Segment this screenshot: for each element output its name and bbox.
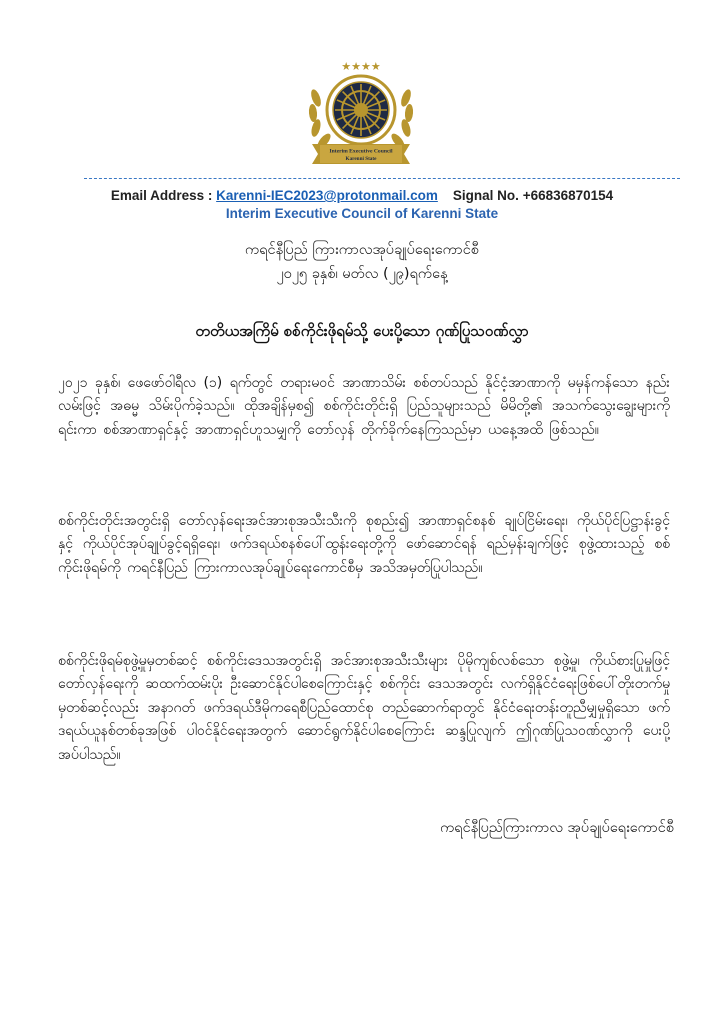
header-divider <box>84 178 680 179</box>
letterhead-date: ၂၀၂၅ ခုနှစ်၊ မတ်လ (၂၉)ရက်နေ့ <box>276 266 448 282</box>
council-emblem-logo <box>302 58 420 170</box>
svg-text:Interim Executive Council: Interim Executive Council <box>329 148 393 155</box>
svg-text:Karenni State: Karenni State <box>345 156 377 162</box>
email-link[interactable]: Karenni-IEC2023@protonmail.com <box>216 188 438 203</box>
signal-label: Signal No. <box>452 188 519 203</box>
paragraph-3: စစ်ကိုင်းဖိုရမ်စုဖွဲ့မှုမှတစ်ဆင့် စစ်ကိုင်းဒေသအတွင်းရှိ အင်အားစုအသီးသီးများ ပိုမိုကျစ်လစ်သော စုဖွဲ့မှု၊ ကိုယ်စားပြုမှုဖြင့် တော်လှန်ရေးကို ဆထက်ထမ်းပိုး ဦးဆောင်နိုင်ပါစေကြောင်းနှင့် စစ်ကိုင်း ဒေသအတွင်း လက်ရှိနိုင်ငံရေးဖြစ်ပေါ်တိုးတက်မှုမှတစ်ဆင့်လည်း အနာဂတ် ဖက်ဒရယ်ဒီမိုကရေစီပြည်ထောင်စု တည်ဆောက်ရာတွင် နိုင်ငံရေးတန်းတူညီမျှမှုရှိသော ဖက်ဒရယ်ယူနစ်တစ်ခုအဖြစ် ပါဝင်နိုင်ရေးအတွက် ဆောင်ရွက်နိုင်ပါစေကြောင်း ဆန္ဒပြုလျက် ဤဂုဏ်ပြုသဝဏ်လွှာကို ပေးပို့အပ်ပါသည်။ <box>58 653 670 763</box>
council-name: Interim Executive Council of Karenni State <box>225 206 499 221</box>
dharma-wheel-icon <box>327 76 395 144</box>
email-label: Email Address : <box>110 188 213 203</box>
paragraph-2: စစ်ကိုင်းတိုင်းအတွင်းရှိ တော်လှန်ရေးအင်အားစုအသီးသီးကို စုစည်း၍ အာဏာရှင်စနစ် ချုပ်ငြိမ်းရေး၊ ကိုယ်ပိုင်ပြဋ္ဌာန်းခွင့်နှင့် ကိုယ်ပိုင်အုပ်ချုပ်ခွင့်ရရှိရေး၊ ဖက်ဒရယ်စနစ်ပေါ်ထွန်းရေးတို့ကို ဖော်ဆောင်ရန် ရည်မှန်းချက်ဖြင့် စုဖွဲ့ထားသည့် စစ်ကိုင်းဖိုရမ်ကို ကရင်နီပြည် ကြားကာလအုပ်ချုပ်ရေးကောင်စီမှ အသိအမှတ်ပြုပါသည်။ <box>58 513 670 576</box>
signature-org: ကရင်နီပြည်ကြားကာလ အုပ်ချုပ်ရေးကောင်စီ <box>440 820 674 836</box>
ribbon-banner <box>312 144 410 164</box>
signal-number: +66836870154 <box>522 188 614 203</box>
document-title: တတိယအကြိမ် စစ်ကိုင်းဖိုရမ်သို့ ပေးပို့သော ဂုဏ်ပြုသဝဏ်လွှာ <box>195 322 529 340</box>
contact-line <box>0 188 724 203</box>
letterhead-org: ကရင်နီပြည် ကြားကာလအုပ်ချုပ်ရေးကောင်စီ <box>245 242 479 258</box>
stars-icon: ★★★★ <box>341 60 381 73</box>
paragraph-1: ၂၀၂၁ ခုနှစ်၊ ဖေဖော်ဝါရီလ (၁) ရက်တွင် တရားမဝင် အာဏာသိမ်း စစ်တပ်သည် နိုင်ငံ့အာဏာကို မမှန်ကန်သော နည်းလမ်းဖြင့် အဓမ္မ သိမ်းပိုက်ခဲ့သည်။ ထိုအချိန်မှစ၍ စစ်ကိုင်းတိုင်းရှိ ပြည်သူများသည် မိမိတို့၏ အသက်သွေးချွေးများကို ရင်းကာ စစ်အာဏာရှင်နှင့် အာဏာရှင်ဟူသမျှကို တော်လှန် တိုက်ခိုက်နေကြသည်မှာ ယနေ့အထိ ဖြစ်သည်။ <box>58 375 670 438</box>
